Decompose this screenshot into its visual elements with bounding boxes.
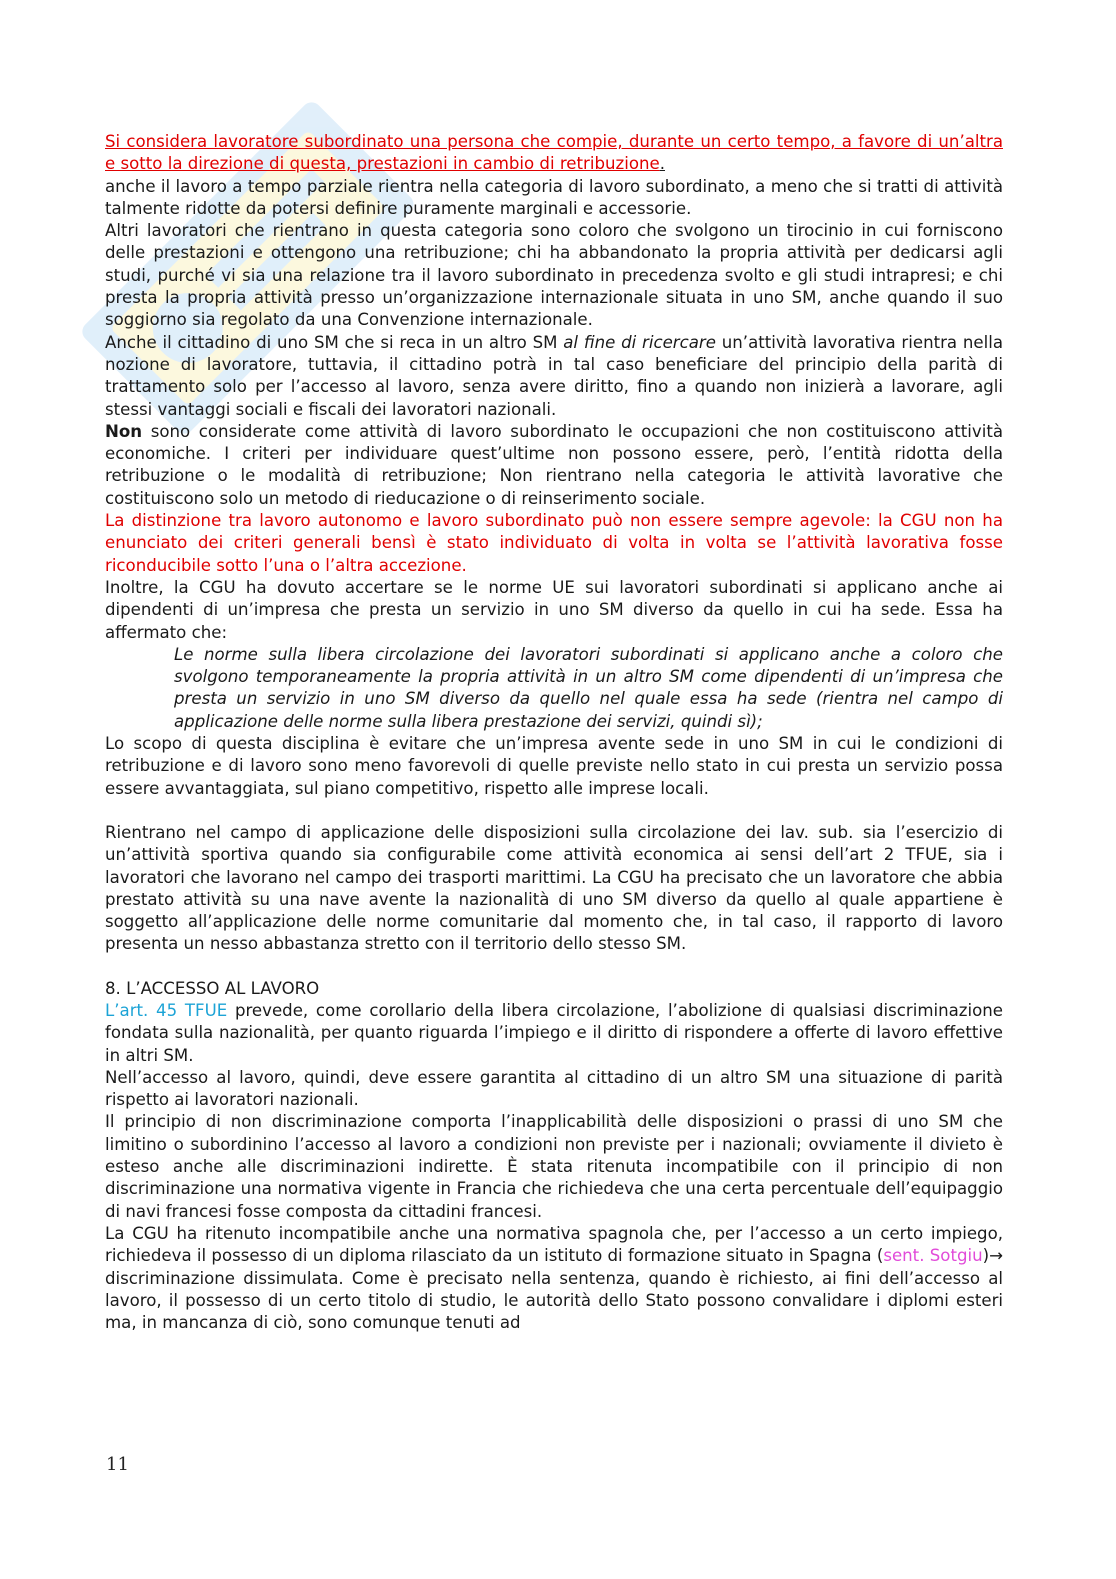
paragraph-other-workers: Altri lavoratori che rientrano in questa categoria sono coloro che svolgono un tirocinio in cui forniscono delle prestazioni e ottengono una retribuzione; chi ha abbandonato la propria attività per dedicarsi agli studi, purché vi sia una relazione tra il lavoro subordinato in precedenza svolto e gli studi intrapresi; e chi presta la propria attività presso un’organizzazione internazionale situata in uno SM, anche quando il suo soggiorno sia regolato da una Convenzione internazionale. xyxy=(105,221,1003,330)
document-body xyxy=(105,131,1003,1334)
paragraph-job-seeker: Anche il cittadino di uno SM che si reca in un altro SM al fine di ricercare un’attività lavorativa rientra nella nozione di lavoratore, tuttavia, il cittadino potrà in tal caso beneficiare del principio della parità di trattamento solo per l’accesso al lavoro, senza avere diritto, fino a quando non inizierà a lavorare, agli stessi vantaggi sociali e fiscali dei lavoratori nazionali. xyxy=(105,332,1004,419)
paragraph-sotgiu: La CGU ha ritenuto incompatibile anche una normativa spagnola che, per l’accesso a un certo impiego, richiedeva il possesso di un diploma rilasciato da un istituto di formazione situato in Spagna (sent. Sotgiu)→ discriminazione dissimulata. Come è precisato nella sentenza, quando è richiesto, ai fini dell’accesso al lavoro, il possesso di un certo titolo di studio, le autorità dello Stato possono convalidare i diplomi esteri ma, in mancanza di ciò, sono comunque tenuti ad xyxy=(105,1223,1003,1333)
paragraph-distinction: La distinzione tra lavoro autonomo e lavoro subordinato può non essere sempre agevole: la CGU non ha enunciato dei criteri generali bensì è stato individuato di volta in volta se l’attività lavorativa fosse riconducibile sotto l’una o l’altra accezione. xyxy=(105,511,1003,575)
paragraph-cgu-assessment: Inoltre, la CGU ha dovuto accertare se le norme UE sui lavoratori subordinati si applicano anche ai dipendenti di un’impresa che presta un servizio in uno SM diverso da quello in cui ha sede. Essa ha affermato che: xyxy=(105,577,1003,642)
paragraph-art45: L’art. 45 TFUE prevede, come corollario della libera circolazione, l’abolizione di qualsiasi discriminazione fondata sulla nazionalità, per quanto riguarda l’impiego e il diritto di rispondere a offerte di lavoro effettive in altri SM. xyxy=(105,1000,1003,1065)
paragraph-parity: Nell’accesso al lavoro, quindi, deve essere garantita al cittadino di un altro SM una situazione di parità rispetto ai lavoratori nazionali. xyxy=(105,1067,1003,1110)
paragraph-definition: Si considera lavoratore subordinato una persona che compie, durante un certo tempo, a favore di un’altra e sotto la direzione di questa, prestazioni in cambio di retribuzione. xyxy=(105,132,1003,174)
paragraph-non-discrimination: Il principio di non discriminazione comporta l’inapplicabilità delle disposizioni o prassi di uno SM che limitino o subordinino l’accesso al lavoro a condizioni non previste per i nazionali; ovviamente il divieto è esteso anche alle discriminazioni indirette. È stata ritenuta incompatibile con il principio di non discriminazione una normativa vigente in Francia che richiedeva che una certa percentuale dell’equipaggio di navi francesi fosse composta da cittadini francesi. xyxy=(105,1112,1003,1221)
paragraph-quote: Le norme sulla libera circolazione dei lavoratori subordinati si applicano anche a coloro che svolgono temporaneamente la propria attività in un altro SM come dipendenti di un’impresa che presta un servizio in uno SM diverso da quello nel quale essa ha sede (rientra nel campo di applicazione delle norme sulla libera prestazione dei servizi, quindi sì); xyxy=(174,644,1003,731)
paragraph-part-time: anche il lavoro a tempo parziale rientra nella categoria di lavoro subordinato, a meno che si tratti di attività talmente ridotte da potersi definire puramente marginali e accessorie. xyxy=(105,176,1003,218)
paragraph-not-considered: Non sono considerate come attività di lavoro subordinato le occupazioni che non costituiscono attività economiche. I criteri per individuare quest’ultime non possono essere, però, l’entità ridotta della retribuzione o le modalità di retribuzione; Non rientrano nella categoria le attività lavorative che costituiscono solo un metodo di rieducazione o di reinserimento sociale. xyxy=(105,421,1003,508)
paragraph-scope: Rientrano nel campo di applicazione delle disposizioni sulla circolazione dei lav. sub. sia l’esercizio di un’attività sportiva quando sia configurabile come attività economica ai sensi dell’art 2 TFUE, sia i lavoratori che lavorano nel campo dei trasporti marittimi. La CGU ha precisato che un lavoratore che abbia prestato attività su una nave avente la nazionalità di uno SM diverso da quello al quale appartiene è soggetto all’applicazione delle norme comunitarie dal momento che, in tal caso, il rapporto di lavoro presenta un nesso abbastanza stretto con il territorio dello stesso SM. xyxy=(105,822,1003,954)
paragraph-purpose: Lo scopo di questa disciplina è evitare che un’impresa avente sede in uno SM in cui le condizioni di retribuzione e di lavoro sono meno favorevoli di quelle previste nello stato in cui presta un servizio possa essere avvantaggiata, sul piano competitivo, rispetto alle imprese locali. xyxy=(105,734,1003,798)
section-heading: 8. L’ACCESSO AL LAVORO xyxy=(105,978,320,998)
page-number: 11 xyxy=(106,1454,129,1475)
arrow-icon: → xyxy=(989,1246,1003,1266)
